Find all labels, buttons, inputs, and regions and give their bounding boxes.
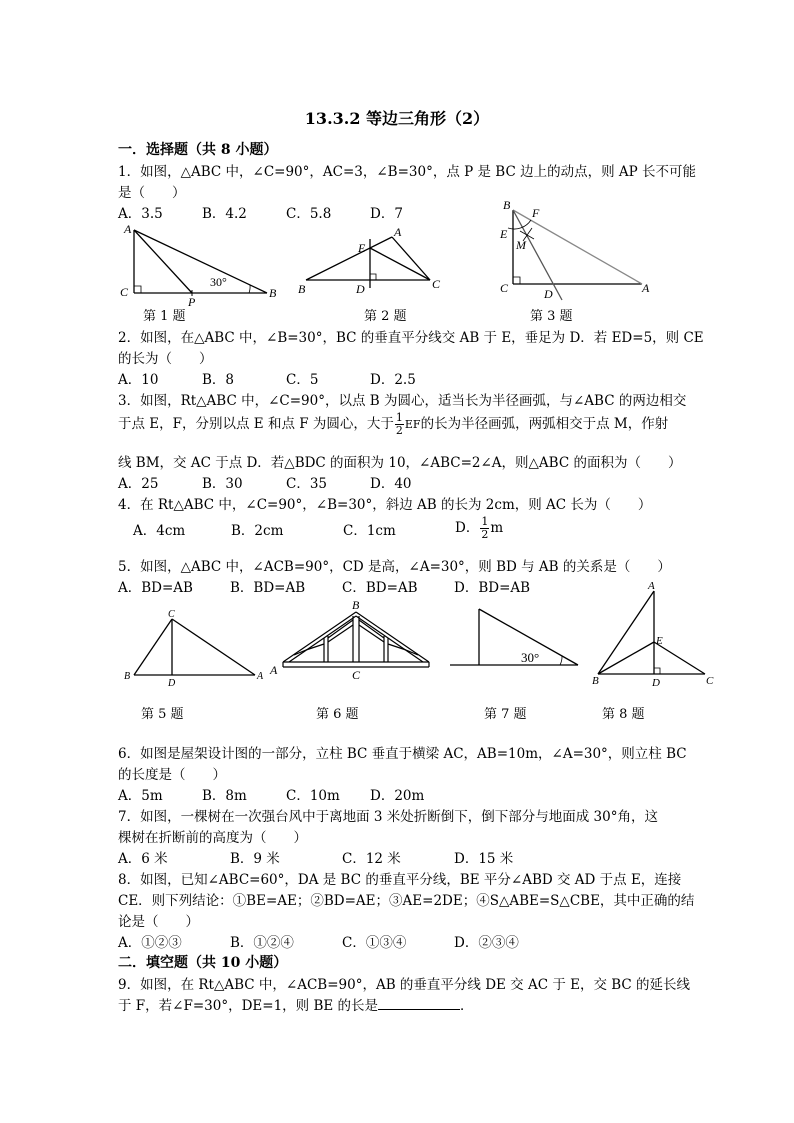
- q9-stem-line2: [118, 994, 474, 1014]
- q5-option-b[interactable]: B．BD=AB: [230, 580, 306, 596]
- q3-option-a[interactable]: A．25: [118, 476, 159, 492]
- q4-options: [133, 516, 503, 541]
- q7-options: [118, 847, 513, 867]
- fig1-label-angle: 30°: [210, 275, 227, 289]
- q9-line2-end: ．: [460, 998, 474, 1014]
- q3-option-b[interactable]: B．30: [202, 476, 243, 492]
- caption-fig2: 第 2 题: [364, 309, 407, 324]
- q3-option-d[interactable]: D．40: [370, 476, 412, 492]
- q3-stem-line2: [118, 412, 668, 437]
- fig2-label-a: A: [394, 225, 402, 239]
- q4-stem-line1: 4．在 Rt△ABC 中，∠C=90°，∠B=30°，斜边 AB 的长为 2cm，则 AC 长为（ ）: [118, 497, 652, 513]
- q8-options: [118, 931, 519, 951]
- figure-8: [590, 578, 720, 690]
- q4-option-c[interactable]: C．1cm: [343, 522, 396, 539]
- q2-stem-line2: 的长为（ ）: [118, 351, 213, 367]
- q8-stem-line1: 8．如图，已知∠ABC=60°，DA 是 BC 的垂直平分线，BE 平分∠ABD 交 AD 于点 E，连接: [118, 872, 682, 888]
- section-choice-heading: 一．选择题（共 8 小题）: [118, 142, 278, 158]
- fig5-label-d: D: [168, 678, 176, 689]
- q3-stem-line1: 3．如图，Rt△ABC 中，∠C=90°，以点 B 为圆心，适当长为半径画弧，与∠ABC 的两边相交: [118, 393, 687, 409]
- fig1-label-b: B: [269, 286, 277, 300]
- q2-option-b[interactable]: B．8: [202, 372, 235, 388]
- fig8-label-c: C: [706, 675, 714, 687]
- fig3-label-a: A: [642, 281, 650, 295]
- q4-option-d[interactable]: [455, 516, 503, 541]
- fig3-label-m: M: [516, 238, 526, 252]
- fig5-label-b: B: [124, 671, 131, 682]
- q5-option-a[interactable]: A．BD=AB: [118, 580, 193, 596]
- q2-option-c[interactable]: C．5: [286, 372, 319, 388]
- fig8-label-a: A: [648, 580, 655, 592]
- q4-d-numerator: 1: [481, 515, 489, 528]
- q1-option-d[interactable]: D．7: [370, 206, 403, 222]
- q2-option-a[interactable]: A．10: [118, 372, 159, 388]
- q1-stem-line2: 是（ ）: [118, 185, 186, 201]
- q8-option-d[interactable]: D．②③④: [454, 935, 519, 951]
- q8-option-c[interactable]: C．①③④: [342, 935, 407, 951]
- q8-stem-line3: 论是（ ）: [118, 914, 199, 930]
- q3-ef: EF: [404, 418, 421, 431]
- fig3-label-b: B: [503, 198, 511, 212]
- fig1-label-p: P: [188, 295, 196, 309]
- q7-option-a[interactable]: A．6 米: [118, 851, 168, 867]
- fig3-label-c: C: [500, 281, 509, 295]
- q5-options: [118, 576, 530, 596]
- q4-option-d-fraction: [480, 516, 489, 541]
- fig6-label-b: B: [352, 598, 360, 612]
- q9-stem-line1: 9．如图，在 Rt△ABC 中，∠ACB=90°，AB 的垂直平分线 DE 交 AC 于 E，交 BC 的延长线: [118, 977, 691, 993]
- fig6-label-c: C: [352, 668, 361, 682]
- figure-7: [450, 598, 585, 673]
- q4-option-a[interactable]: A．4cm: [133, 522, 186, 539]
- fig2-label-d: D: [356, 282, 365, 296]
- figure-5: [120, 605, 275, 690]
- figure-3: [496, 198, 671, 304]
- fig6-label-a: A: [270, 663, 278, 677]
- q6-options: [118, 784, 424, 804]
- q3-fraction: [395, 412, 404, 437]
- q7-option-b[interactable]: B．9 米: [230, 851, 280, 867]
- q3-options: [118, 472, 412, 492]
- q7-stem-line1: 7．如图，一棵树在一次强台风中于离地面 3 米处折断倒下，倒下部分与地面成 30°角，这: [118, 809, 658, 825]
- fig2-label-c: C: [432, 277, 441, 291]
- fig8-label-e: E: [656, 635, 663, 647]
- fig2-label-e: E: [358, 241, 366, 255]
- fig7-label-angle: 30°: [521, 650, 540, 665]
- fig1-label-c: C: [120, 285, 129, 299]
- fig8-label-d: D: [652, 677, 660, 689]
- q6-option-b[interactable]: B．8m: [202, 788, 247, 804]
- fig5-label-c: C: [168, 609, 175, 620]
- q4-option-b[interactable]: B．2cm: [231, 522, 284, 539]
- figure-1: [112, 220, 287, 310]
- q3-stem-line3: 线 BM，交 AC 于点 D．若△BDC 的面积为 10，∠ABC=2∠A，则△ABC 的面积为（ ）: [118, 455, 682, 471]
- q3-fraction-denominator: 2: [395, 424, 403, 437]
- q4-option-d-label: D．: [455, 520, 480, 536]
- caption-fig1: 第 1 题: [143, 309, 186, 324]
- figure-6: [266, 598, 436, 683]
- fig1-label-a: A: [124, 222, 132, 236]
- q6-option-c[interactable]: C．10m: [286, 788, 340, 804]
- q2-stem-line1: 2．如图，在△ABC 中，∠B=30°，BC 的垂直平分线交 AB 于 E，垂足为 D．若 ED=5，则 CE: [118, 330, 704, 346]
- fig2-label-b: B: [298, 282, 306, 296]
- caption-fig8: 第 8 题: [602, 707, 645, 722]
- q9-line2-text: 于 F，若∠F=30°，DE=1，则 BE 的长是: [118, 998, 379, 1014]
- q3-fraction-numerator: 1: [395, 411, 403, 424]
- q1-options: [118, 202, 403, 222]
- q7-option-c[interactable]: C．12 米: [342, 851, 401, 867]
- q5-option-c[interactable]: C．BD=AB: [342, 580, 418, 596]
- caption-fig5: 第 5 题: [141, 707, 184, 722]
- q8-option-b[interactable]: B．①②④: [230, 935, 294, 951]
- q8-option-a[interactable]: A．①②③: [118, 935, 182, 951]
- q5-stem-line1: 5．如图，△ABC 中，∠ACB=90°，CD 是高，∠A=30°，则 BD 与 AB 的关系是（ ）: [118, 559, 671, 575]
- q2-option-d[interactable]: D．2.5: [370, 372, 416, 388]
- q8-stem-line2: CE．则下列结论：①BE=AE；②BD=AE；③AE=2DE；④S△ABE=S△CBE，其中正确的结: [118, 893, 695, 909]
- fig3-label-d: D: [544, 287, 553, 301]
- section-fill-heading: 二．填空题（共 10 小题）: [118, 955, 288, 971]
- q1-option-a[interactable]: A．3.5: [118, 206, 163, 222]
- q1-option-b[interactable]: B．4.2: [202, 206, 247, 222]
- q5-option-d[interactable]: D．BD=AB: [454, 580, 531, 596]
- q1-option-c[interactable]: C．5.8: [286, 206, 332, 222]
- q7-option-d[interactable]: D．15 米: [454, 851, 514, 867]
- q2-options: [118, 368, 416, 388]
- q3-line2-part1: 于点 E，F，分别以点 E 和点 F 为圆心，大于: [118, 416, 394, 432]
- q9-answer-blank[interactable]: [378, 997, 460, 1010]
- caption-fig6: 第 6 题: [316, 707, 359, 722]
- page-title: 13.3.2 等边三角形（2）: [304, 109, 490, 128]
- fig8-label-b: B: [592, 675, 599, 687]
- fig3-label-f: F: [532, 206, 540, 220]
- caption-fig3: 第 3 题: [530, 309, 573, 324]
- q1-stem-line1: 1．如图，△ABC 中，∠C=90°，AC=3，∠B=30°，点 P 是 BC 边上的动点，则 AP 长不可能: [118, 164, 697, 180]
- q6-stem-line2: 的长度是（ ）: [118, 767, 226, 783]
- figure-2: [292, 222, 452, 302]
- fig3-label-e: E: [500, 227, 508, 241]
- q7-stem-line2: 棵树在折断前的高度为（ ）: [118, 830, 307, 846]
- q6-stem-line1: 6．如图是屋架设计图的一部分，立柱 BC 垂直于横梁 AC，AB=10m，∠A=30°，则立柱 BC: [118, 746, 687, 762]
- fig5-label-a: A: [257, 671, 264, 682]
- q6-option-d[interactable]: D．20m: [370, 788, 425, 804]
- q4-d-denominator: 2: [481, 528, 489, 541]
- caption-fig7: 第 7 题: [484, 707, 527, 722]
- q6-option-a[interactable]: A．5m: [118, 788, 163, 804]
- q3-option-c[interactable]: C．35: [286, 476, 328, 492]
- q3-line2-part2: 的长为半径画弧，两弧相交于点 M，作射: [420, 416, 669, 432]
- q4-d-unit: m: [490, 520, 504, 536]
